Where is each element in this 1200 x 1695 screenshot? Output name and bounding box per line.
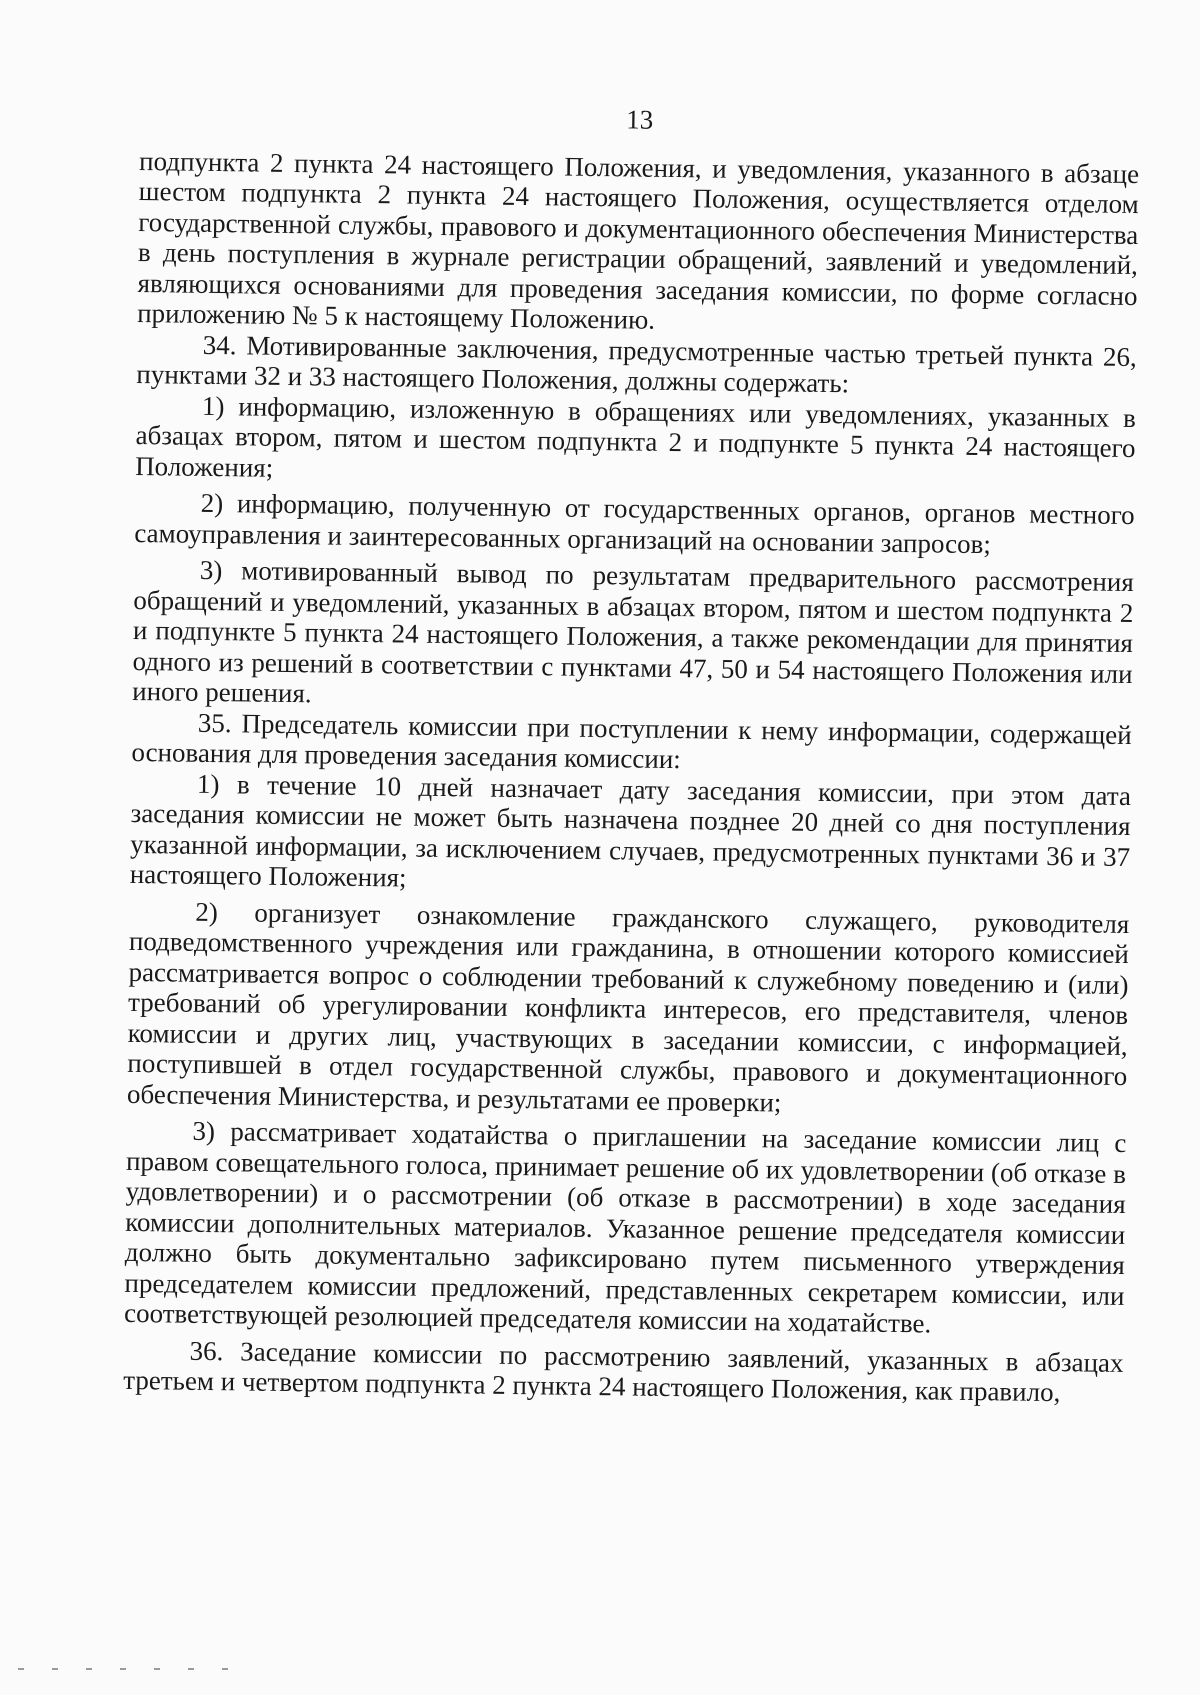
document-body bbox=[123, 98, 1140, 1408]
paragraph-item-34: 34. Мотивированные заключения, предусмотренные частью третьей пункта 26, пунктами 32 и 33 настоящего Положения, должны содержать: bbox=[136, 329, 1137, 399]
paragraph-35-subitem-1: 1) в течение 10 дней назначает дату заседания комиссии, при этом дата заседания комиссии не может быть назначена позднее 20 дней со дня поступления указанной информации, за исключением случаев, предусмотренных пунктами 36 и 37 настоящего Положения; bbox=[129, 768, 1132, 893]
paragraph-35-subitem-2: 2) организует ознакомление гражданского служащего, руководителя подведомственного учреждения или гражданина, в отношении которого комиссией рассматривается вопрос о соблюдении требований к служебному поведению и (или) требований об урегулировании конфликта интересов, его представителя, членов комиссии и других лиц, участвующих в заседании комиссии, с информацией, поступившей в отдел государственной службы, правового и документационного обеспечения Министерства, и результатами ее проверки; bbox=[126, 896, 1130, 1117]
paragraph-continuation: подпункта 2 пункта 24 настоящего Положения, и уведомления, указанного в абзаце шестом подпункта 2 пункта 24 настоящего Положения, осуществляется отделом государственной службы, правового и документационного обеспечения Министерства в день поступления в журнале регистрации обращений, заявлений и уведомлений, являющихся основаниями для проведения заседания комиссии, по форме согласно приложению № 5 к настоящему Положению. bbox=[136, 145, 1140, 335]
page-number: 13 bbox=[626, 104, 654, 135]
paragraph-34-subitem-2: 2) информацию, полученную от государственных органов, органов местного самоуправления и заинтересованных организаций на основании запросов; bbox=[134, 487, 1135, 559]
paragraph-34-subitem-1: 1) информацию, изложенную в обращениях или уведомлениях, указанных в абзацах втором, пятом и шестом подпункта 2 и подпункте 5 пункта 24 настоящего Положения; bbox=[134, 390, 1137, 483]
paragraph-34-subitem-3: 3) мотивированный вывод по результатам предварительного рассмотрения обращений и уведомлений, указанных в абзацах втором, пятом и шестом подпункта 2 и подпункте 5 пункта 24 настоящего Положения, а также рекомендации для принятия одного из решений в соответствии с пунктами 47, 50 и 54 настоящего Положения или иного решения. bbox=[132, 554, 1134, 709]
paragraph-item-36: 36. Заседание комиссии по рассмотрению заявлений, указанных в абзацах третьем и четвертом подпункта 2 пункта 24 настоящего Положения, как правило, bbox=[123, 1335, 1124, 1408]
paragraph-item-35: 35. Председатель комиссии при поступлении к нему информации, содержащей основания для проведения заседания комиссии: bbox=[131, 707, 1132, 775]
paragraph-35-subitem-3: 3) рассматривает ходатайства о приглашении на заседание комиссии лиц с правом совещательного голоса, принимает решение об их удовлетворении (об отказе в удовлетворении) и о рассмотрении (об отказе в рассмотрении) в ходе заседания комиссии дополнительных материалов. Указанное решение председателя комиссии должно быть документально зафиксировано путем письменного утверждения председателем комиссии предложений, представленных секретарем комиссии, или соответствующей резолюцией председателя комиссии на ходатайстве. bbox=[123, 1115, 1127, 1339]
scan-edge-marks bbox=[0, 1668, 318, 1674]
